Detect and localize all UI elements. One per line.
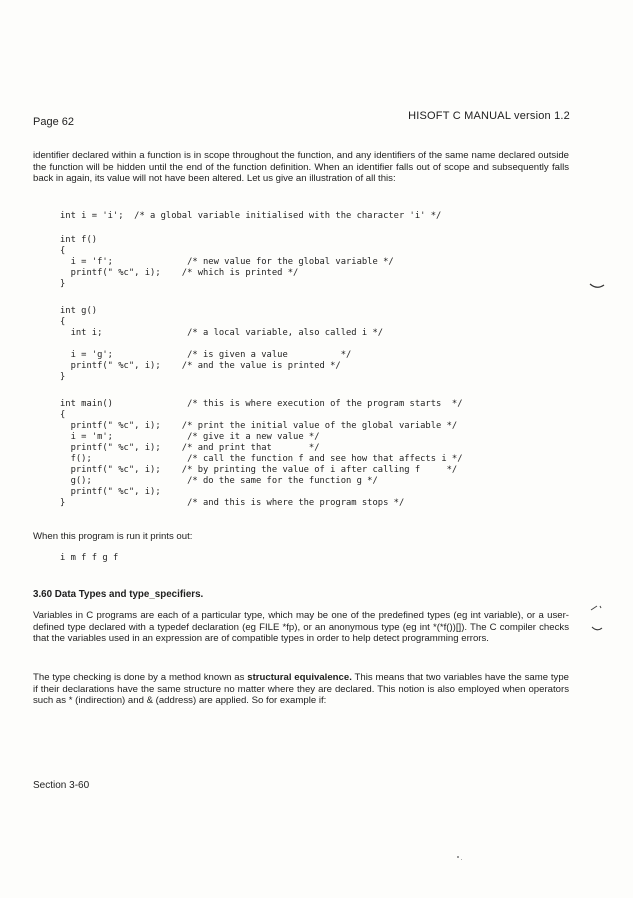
manual-title: HISOFT C MANUAL version 1.2 xyxy=(408,110,570,122)
code-global-declaration: int i = 'i'; /* a global variable initialised with the character 'i' */ xyxy=(60,211,442,221)
code-function-g: int g() { int i; /* a local variable, also called i */ i = 'g'; /* is given a value */ printf(" %c", i); /* and the value is printed */ } xyxy=(60,306,384,382)
margin-pencil-mark-3 xyxy=(590,624,604,634)
intro-paragraph: identifier declared within a function is in scope throughout the function, and any identifiers of the same name declared outside the function will be hidden until the end of the function definition. When an identifier falls out of scope and subsequently falls back in again, its value will not have been altered. Let us give an illustration of all this: xyxy=(33,150,569,185)
code-function-f: int f() { i = 'f'; /* new value for the global variable */ printf(" %c", i); /* which is printed */ } xyxy=(60,235,394,289)
margin-pencil-mark-2 xyxy=(588,603,604,613)
data-types-paragraph: Variables in C programs are each of a particular type, which may be one of the predefined types (eg int variable), or a user-defined type declared with a typedef declaration (eg FILE *fp), or an anonymous type (eg int *(*f())[]). The C compiler checks that the variables used in an expression are of compatible types in order to help detect programming errors. xyxy=(33,610,569,645)
margin-pencil-mark-1 xyxy=(588,278,606,292)
section-heading: 3.60 Data Types and type_specifiers. xyxy=(33,589,204,600)
structural-equivalence-paragraph xyxy=(33,672,569,707)
equiv-text-before: The type checking is done by a method known as xyxy=(33,672,248,683)
equiv-bold-term: structural equivalence. xyxy=(247,672,352,683)
speck-1 xyxy=(457,856,459,858)
section-footer: Section 3-60 xyxy=(33,780,90,791)
program-output: i m f f g f xyxy=(60,553,119,563)
equiv-text-after: This means that two variables have the same type if their declarations have the same structure no matter where they are declared. This notion is also employed when operators such as * (indirection) and & (address) are applied. So for example if: xyxy=(33,672,569,707)
code-function-main: int main() /* this is where execution of the program starts */ { printf(" %c", i); /* print the initial value of the global variable */ i = 'm'; /* give it a new value */ printf(" %c", i); /* and print that */ f(); /* call the function f and see how that affects i */ printf(" %c", i); /* by printing the value of i after calling f */ g(); /* do the same for the function g */ printf(" %c", i); } /* and this is where the program stops */ xyxy=(60,399,463,508)
page-number: Page 62 xyxy=(33,116,74,128)
speck-2 xyxy=(461,859,462,860)
run-text: When this program is run it prints out: xyxy=(33,531,193,542)
